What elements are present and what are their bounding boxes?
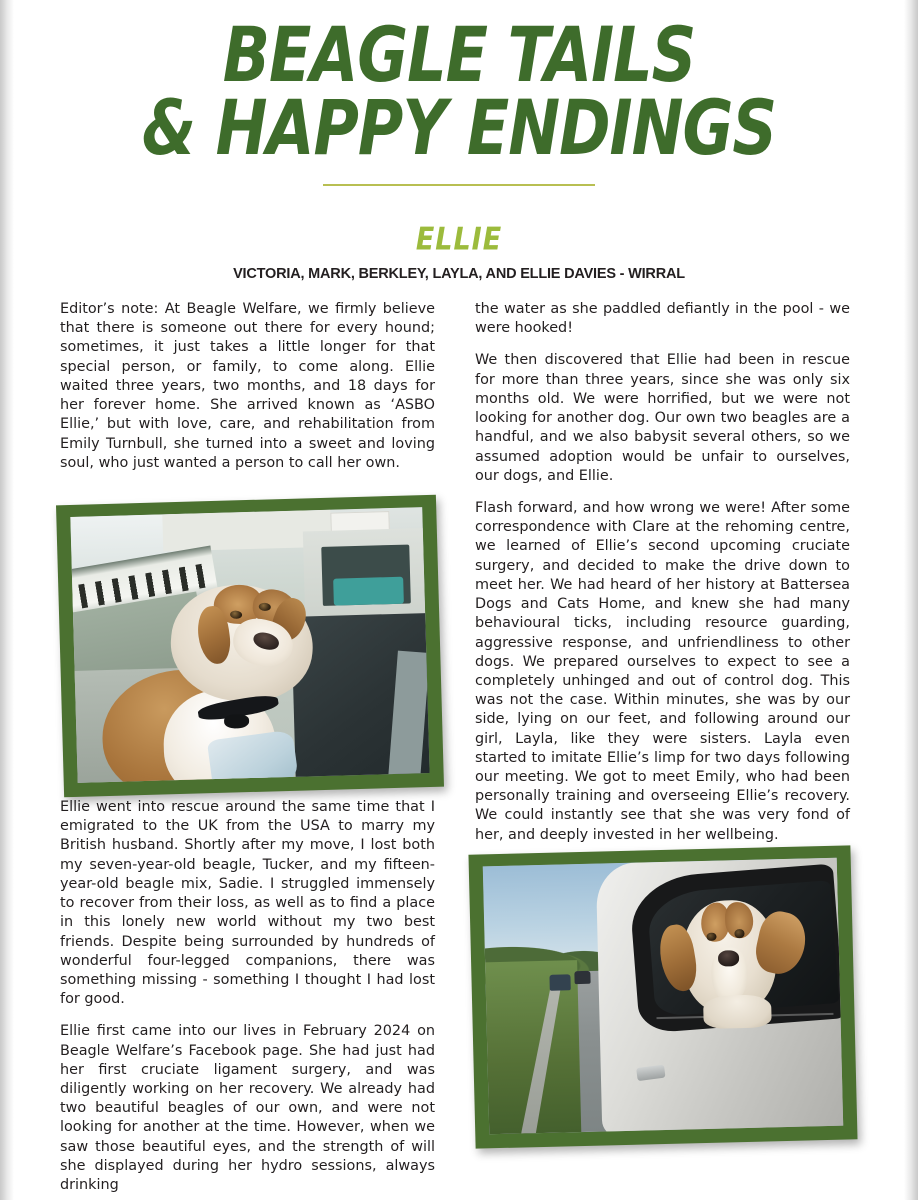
car-beagle xyxy=(653,891,812,1023)
story-byline: VICTORIA, MARK, BERKLEY, LAYLA, AND ELLIE DAVIES - WIRRAL xyxy=(233,266,685,282)
right-paragraph-2: We then discovered that Ellie had been in rescue for more than three years, since she was only six months old. We were horrified, but we were not looking for another dog. Our own two beagles are a handful, and we also babysit several others, so we assumed adoption would be unfair to ourselves, our dogs, and Ellie. xyxy=(475,352,850,484)
masthead-line-2: & HAPPY ENDINGS xyxy=(141,83,777,173)
car-beagle-nose xyxy=(718,950,739,966)
right-paragraph-3: Flash forward, and how wrong we were! After some correspondence with Clare at the rehoming centre, we learned of Ellie’s second upcoming cruciate surgery, and decided to make the drive down to meet her. We had heard of her history at Battersea Dogs and Cats Home, and knew she had many behavioural ticks, including resource guarding, aggressive response, and unfriendliness to other dogs. We prepared ourselves to expect to see a completely unhinged and out of control dog. This was not the case. Within minutes, she was by our side, lying on our feet, and following around our girl, Layla, like they were sisters. Layla even started to imitate Ellie’s limp for two days following our meeting. We got to meet Emily, who had been personally training and overseeing Ellie’s recovery. We could instantly see that she was very fond of her, and deeply invested in her wellbeing. xyxy=(475,499,850,843)
story-title: ELLIE xyxy=(415,221,503,258)
photo-beagle-in-car-window-image xyxy=(483,858,843,1135)
car-scene-oncoming-car-2 xyxy=(574,971,591,984)
left-paragraph-1: Editor’s note: At Beagle Welfare, we firmly believe that there is someone out there for every hound; sometimes, it just takes a little longer for that special person, or family, to come along. Ellie waited three years, two months, and 18 days for her forever home. She arrived known as ‘ASBO Ellie,’ but with love, care, and rehabilitation from Emily Turnbull, she turned into a sweet and loving soul, who just wanted a person to call her own. xyxy=(60,301,435,471)
photo-beagle-in-car-window xyxy=(468,845,857,1148)
masthead-divider-rule xyxy=(323,184,595,186)
car-beagle-neck xyxy=(703,994,772,1029)
page-left-edge xyxy=(0,0,14,1200)
car-beagle-eye-left xyxy=(707,932,717,941)
car-beagle-eye-right xyxy=(735,929,745,938)
piano-beagle xyxy=(93,578,352,782)
right-paragraph-1: the water as she paddled defiantly in the pool - we were hooked! xyxy=(475,301,850,337)
masthead xyxy=(0,10,918,173)
masthead-line-1: BEAGLE TAILS xyxy=(222,10,696,100)
car-scene-oncoming-car-1 xyxy=(549,974,571,991)
left-paragraph-3: Ellie first came into our lives in February 2024 on Beagle Welfare’s Facebook page. She had just had her first cruciate ligament surgery, and was diligently working on her recovery. We already had two beautiful beagles of our own, and were not looking for another at the time. However, when we saw those beautiful eyes, and the strength of will she displayed during her hydro sessions, always drinking xyxy=(60,1023,435,1194)
photo-beagle-at-piano xyxy=(56,495,444,797)
left-paragraph-2: Ellie went into rescue around the same time that I emigrated to the UK from the USA to marry my British husband. Shortly after my move, I lost both my seven-year-old beagle, Tucker, and my fifteen-year-old beagle mix, Sadie. I struggled immensely to recover from their loss, as well as to find a place in this lonely new world without my two best friends. Despite being surrounded by hundreds of wonderful four-legged companions, there was something missing - something I thought I had lost for good. xyxy=(60,798,435,1008)
photo-beagle-at-piano-image xyxy=(70,507,429,783)
page-right-edge xyxy=(904,0,918,1200)
